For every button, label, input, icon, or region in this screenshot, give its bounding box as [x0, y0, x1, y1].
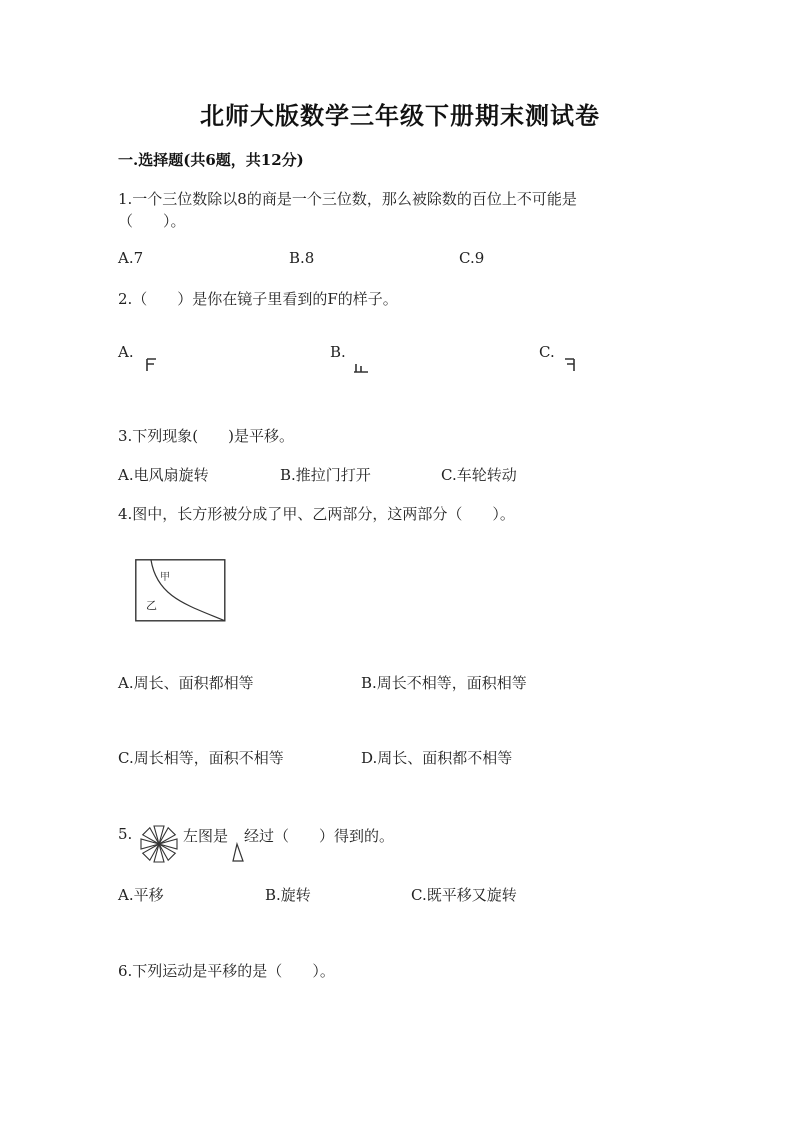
letter-f-rotated-figure [353, 362, 369, 374]
question-2-option-c[interactable]: C. [539, 343, 555, 361]
rectangle-division-figure [135, 559, 227, 623]
question-4-text: 4.图中，长方形被分成了甲、乙两部分，这两部分（ ）。 [118, 505, 515, 523]
question-5-text-mid: 左图是 [183, 827, 229, 845]
triangle-figure [231, 843, 245, 863]
page-title: 北师大版数学三年级下册期末测试卷 [200, 101, 600, 130]
question-2-text: 2.（ ）是你在镜子里看到的F的样子。 [118, 290, 398, 308]
question-1-blank: （ ）。 [118, 212, 186, 230]
question-4-option-c[interactable]: C.周长相等，面积不相等 [118, 749, 284, 767]
question-3-option-a[interactable]: A.电风扇旋转 [118, 466, 209, 484]
question-1-option-a[interactable]: A.7 [118, 249, 144, 267]
region-label-yi: 乙 [146, 599, 157, 612]
letter-f-normal-figure [145, 358, 159, 372]
question-3-option-c[interactable]: C.车轮转动 [441, 466, 517, 484]
section-heading: 一.选择题(共6题，共12分) [118, 151, 304, 169]
question-1-text: 1.一个三位数除以8的商是一个三位数，那么被除数的百位上不可能是 [118, 190, 577, 208]
question-5-option-b[interactable]: B.旋转 [265, 886, 311, 904]
question-2-option-a[interactable]: A. [118, 343, 134, 361]
question-4-option-d[interactable]: D.周长、面积都不相等 [361, 749, 513, 767]
question-1-option-c[interactable]: C.9 [459, 249, 485, 267]
question-1-option-b[interactable]: B.8 [289, 249, 315, 267]
letter-f-mirrored-figure [563, 358, 577, 372]
region-label-jia: 甲 [160, 572, 170, 583]
question-5-option-c[interactable]: C.既平移又旋转 [411, 886, 517, 904]
question-4-option-b[interactable]: B.周长不相等，面积相等 [361, 674, 527, 692]
question-5-text-end: 经过（ ）得到的。 [244, 827, 395, 845]
question-5-option-a[interactable]: A.平移 [118, 886, 164, 904]
question-3-option-b[interactable]: B.推拉门打开 [280, 466, 371, 484]
question-2-option-b[interactable]: B. [330, 343, 346, 361]
pinwheel-figure [137, 824, 181, 864]
question-6-text: 6.下列运动是平移的是（ ）。 [118, 962, 335, 980]
question-3-text: 3.下列现象( )是平移。 [118, 427, 295, 445]
question-5-number: 5. [118, 825, 133, 843]
question-4-option-a[interactable]: A.周长、面积都相等 [118, 674, 254, 692]
